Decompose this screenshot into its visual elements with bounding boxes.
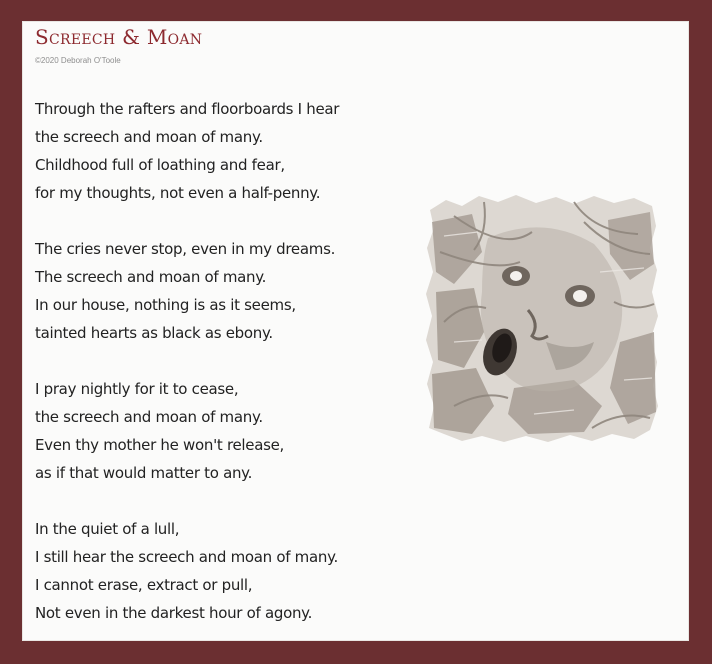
stanza-4 — [35, 515, 455, 627]
poem-body — [35, 95, 455, 655]
poem-line: the screech and moan of many. — [35, 408, 263, 426]
stanza-1 — [35, 95, 455, 207]
copyright-notice: ©2020 Deborah O'Toole — [35, 56, 121, 65]
poem-line: In our house, nothing is as it seems, — [35, 296, 296, 314]
screaming-face-illustration — [424, 192, 660, 446]
poem-line: In the quiet of a lull, — [35, 520, 180, 538]
poem-line: Childhood full of loathing and fear, — [35, 156, 285, 174]
poem-line: I cannot erase, extract or pull, — [35, 576, 253, 594]
poem-line: I still hear the screech and moan of many. — [35, 548, 338, 566]
poem-line: The screech and moan of many. — [35, 268, 267, 286]
poem-line: as if that would matter to any. — [35, 464, 253, 482]
poem-line: the screech and moan of many. — [35, 128, 263, 146]
stanza-2 — [35, 235, 455, 347]
poem-line: Not even in the darkest hour of agony. — [35, 604, 313, 622]
poem-title: Screech & Moan — [35, 25, 203, 49]
poem-line: tainted hearts as black as ebony. — [35, 324, 273, 342]
poem-line: I pray nightly for it to cease, — [35, 380, 239, 398]
poem-line: for my thoughts, not even a half-penny. — [35, 184, 321, 202]
stanza-3 — [35, 375, 455, 487]
poem-card — [22, 21, 689, 641]
poem-line: Even thy mother he won't release, — [35, 436, 285, 454]
poem-line: Through the rafters and floorboards I hear — [35, 100, 340, 118]
poem-line: The cries never stop, even in my dreams. — [35, 240, 336, 258]
